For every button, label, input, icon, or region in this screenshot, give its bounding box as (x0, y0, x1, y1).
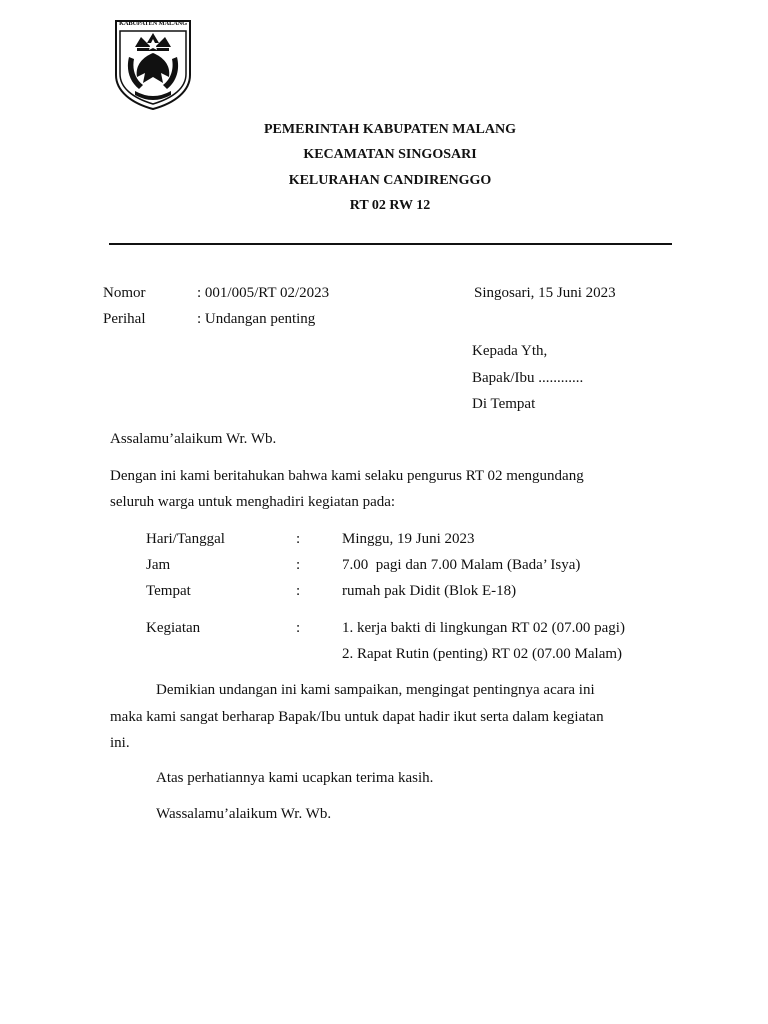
kabupaten-malang-emblem-icon (113, 17, 193, 111)
detail-value-hari-tanggal: Minggu, 19 Juni 2023 (342, 531, 475, 547)
header-line-kecamatan: KECAMATAN SINGOSARI (303, 147, 477, 162)
detail-value-kegiatan-2: 2. Rapat Rutin (penting) RT 02 (07.00 Malam) (342, 646, 623, 662)
header-divider (109, 243, 672, 245)
detail-value-jam: 7.00 pagi dan 7.00 Malam (Bada’ Isya) (342, 557, 581, 573)
header-line-government: PEMERINTAH KABUPATEN MALANG (264, 122, 516, 137)
recipient-line-kepada: Kepada Yth, (472, 343, 548, 359)
detail-label-jam: Jam (146, 557, 171, 573)
detail-label-hari-tanggal: Hari/Tanggal (146, 531, 225, 547)
nomor-value: : 001/005/RT 02/2023 (197, 285, 330, 301)
detail-value-kegiatan-1: 1. kerja bakti di lingkungan RT 02 (07.00 pagi) (342, 620, 625, 636)
detail-label-tempat: Tempat (146, 583, 191, 599)
perihal-label: Perihal (103, 311, 146, 327)
intro-line-1: Dengan ini kami beritahukan bahwa kami selaku pengurus RT 02 mengundang (110, 468, 584, 484)
header-line-kelurahan: KELURAHAN CANDIRENGGO (288, 173, 492, 188)
logo-text: KABUPATEN MALANG (119, 20, 187, 27)
detail-separator: : (296, 583, 301, 599)
detail-label-kegiatan: Kegiatan (146, 620, 201, 636)
detail-separator: : (296, 557, 301, 573)
recipient-line-di-tempat: Di Tempat (472, 396, 536, 412)
thanks: Atas perhatiannya kami ucapkan terima kasih. (156, 770, 434, 786)
nomor-label: Nomor (103, 285, 146, 301)
closing-line-3: ini. (110, 735, 130, 751)
detail-value-tempat: rumah pak Didit (Blok E-18) (342, 583, 517, 599)
place-date: Singosari, 15 Juni 2023 (474, 285, 616, 301)
recipient-line-bapak-ibu: Bapak/Ibu ............ (472, 370, 584, 386)
closing-salam: Wassalamu’alaikum Wr. Wb. (156, 806, 332, 822)
closing-line-2: maka kami sangat berharap Bapak/Ibu untuk dapat hadir ikut serta dalam kegiatan (110, 709, 604, 725)
header-line-rt-rw: RT 02 RW 12 (349, 198, 431, 213)
closing-line-1: Demikian undangan ini kami sampaikan, mengingat pentingnya acara ini (156, 682, 595, 698)
greeting: Assalamu’alaikum Wr. Wb. (110, 431, 277, 447)
detail-separator: : (296, 531, 301, 547)
intro-line-2: seluruh warga untuk menghadiri kegiatan pada: (110, 494, 396, 510)
detail-separator: : (296, 620, 301, 636)
perihal-value: : Undangan penting (197, 311, 316, 327)
